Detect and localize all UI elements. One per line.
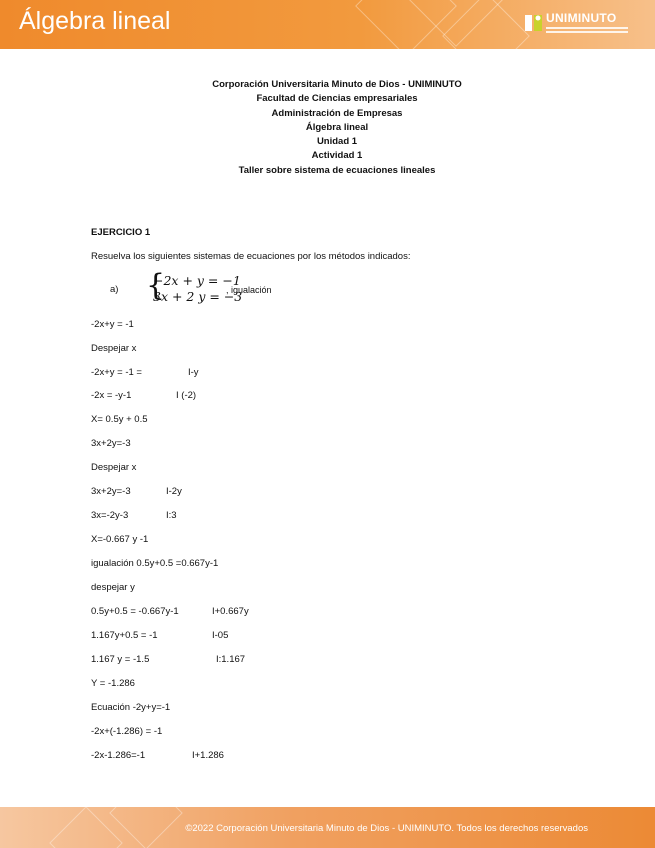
equation-2: 3x + 2 y = −3	[153, 289, 243, 304]
step-line: -2x+(-1.286) = -1	[91, 726, 163, 737]
step-line: Despejar x	[91, 462, 137, 473]
copyright-text: ©2022 Corporación Universitaria Minuto de Dios - UNIMINUTO. Todos los derechos reservados	[185, 823, 588, 834]
step-line: 0.5y+0.5 = -0.667y-1	[91, 606, 179, 617]
equation-1: −2x + y = −1	[153, 273, 241, 288]
step-note: I-2y	[166, 486, 182, 497]
header-title: Álgebra lineal	[19, 7, 171, 35]
step-line: 1.167 y = -1.5	[91, 654, 150, 665]
page-footer	[0, 807, 655, 848]
step-line: -2x-1.286=-1	[91, 750, 146, 761]
step-note: I+1.286	[192, 750, 224, 761]
step-line: -2x+y = -1	[91, 319, 134, 330]
heading-line: Unidad 1	[316, 136, 358, 148]
step-line: -2x = -y-1	[91, 390, 132, 401]
logo-mark-icon	[524, 12, 544, 34]
step-note: I (-2)	[176, 390, 197, 401]
step-line: -2x+y = -1 =	[91, 367, 142, 378]
step-line: igualación 0.5y+0.5 =0.667y-1	[91, 558, 219, 569]
step-note: I+0.667y	[212, 606, 249, 617]
heading-line: Administración de Empresas	[271, 107, 403, 119]
heading-line: Actividad 1	[311, 150, 363, 162]
step-note: I-y	[188, 367, 199, 378]
logo-tagline-line	[546, 31, 628, 33]
exercise-title: EJERCICIO 1	[91, 227, 151, 238]
document-heading	[0, 78, 655, 178]
step-line: X=-0.667 y -1	[91, 534, 149, 545]
step-line: 3x+2y=-3	[91, 438, 131, 449]
item-label: a)	[110, 284, 119, 295]
logo-name: UNIMINUTO	[546, 11, 617, 25]
step-line: X= 0.5y + 0.5	[91, 414, 148, 425]
step-note: I-05	[212, 630, 229, 641]
step-line: 1.167y+0.5 = -1	[91, 630, 158, 641]
equation-system	[146, 268, 243, 306]
step-line: 3x+2y=-3	[91, 486, 131, 497]
logo-tagline-line	[546, 27, 628, 29]
step-note: I:3	[166, 510, 177, 521]
page-header	[0, 0, 655, 49]
heading-line: Corporación Universitaria Minuto de Dios - UNIMINUTO	[212, 79, 462, 90]
brace-symbol: {	[146, 268, 166, 303]
heading-line: Facultad de Ciencias empresariales	[256, 93, 418, 105]
step-line: 3x=-2y-3	[91, 510, 129, 521]
step-line: despejar y	[91, 582, 135, 593]
step-line: Y = -1.286	[91, 678, 135, 689]
heading-line: Álgebra lineal	[305, 121, 369, 133]
step-line: Despejar x	[91, 343, 137, 354]
step-line: Ecuación -2y+y=-1	[91, 702, 171, 713]
step-note: I:1.167	[216, 654, 246, 665]
heading-line: Taller sobre sistema de ecuaciones lineales	[238, 164, 436, 176]
method-label: , igualación	[226, 285, 272, 295]
exercise-intro: Resuelva los siguientes sistemas de ecuaciones por los métodos indicados:	[91, 251, 411, 262]
uniminuto-logo	[524, 10, 634, 38]
